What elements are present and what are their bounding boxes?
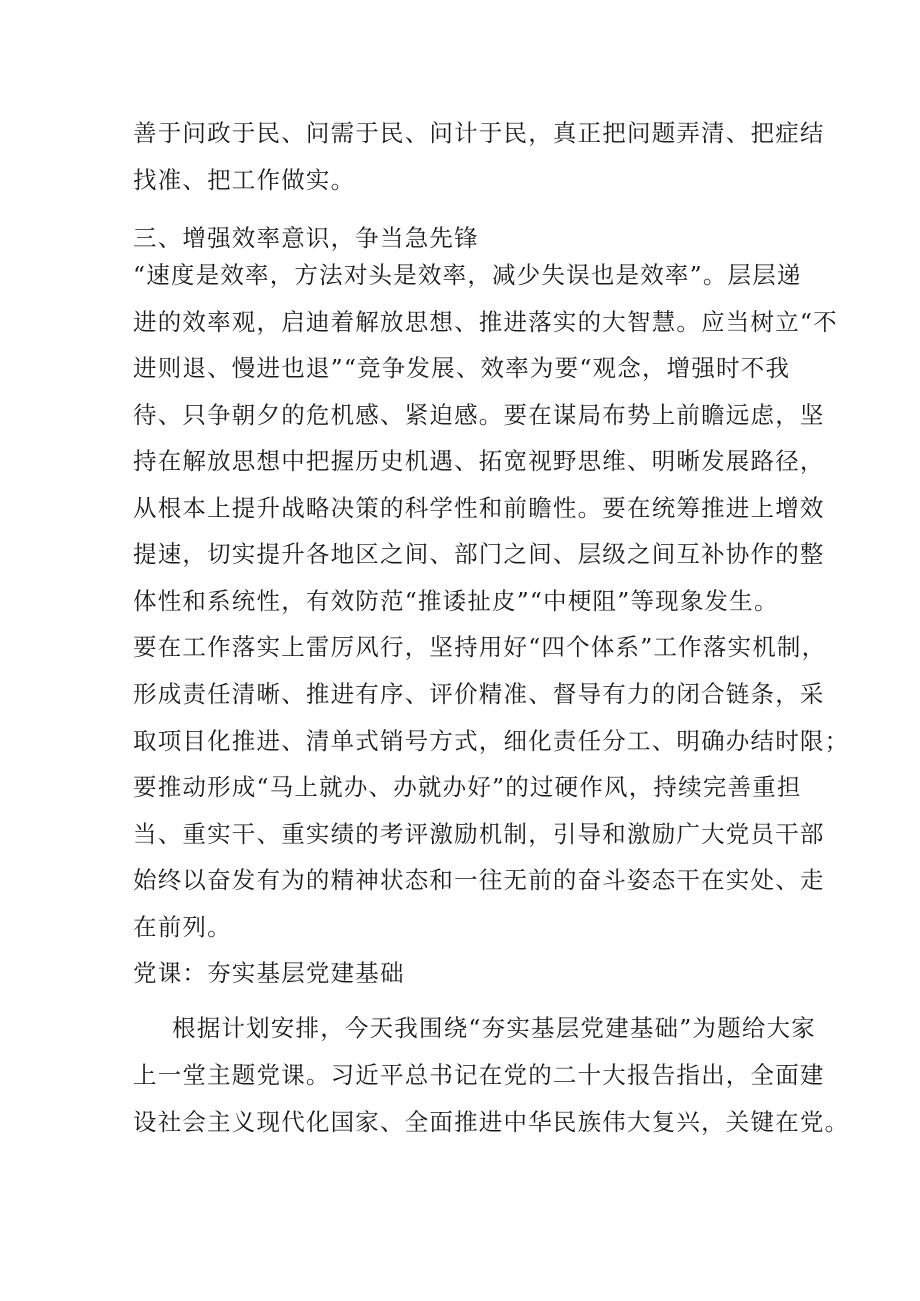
paragraph-line: 形成责任清晰、推进有序、评价精准、督导有力的闭合链条，采 <box>133 680 825 708</box>
paragraph-line: 设社会主义现代化国家、全面推进中华民族伟大复兴，关键在党。 <box>133 1108 850 1136</box>
paragraph-line: 进则退、慢进也退”“竞争发展、效率为要“观念，增强时不我 <box>133 354 791 382</box>
paragraph-line: 根据计划安排，今天我围绕“夯实基层党建基础”为题给大家 <box>172 1014 816 1042</box>
paragraph-line: 进的效率观，启迪着解放思想、推进落实的大智慧。应当树立“不 <box>133 308 838 336</box>
paragraph-line: 提速，切实提升各地区之间、部门之间、层级之间互补协作的整 <box>133 540 825 568</box>
paragraph-line: 在前列。 <box>133 913 232 941</box>
paragraph-line: 体性和系统性，有效防范“推诿扯皮”“中梗阻”等现象发生。 <box>133 587 779 615</box>
section-heading: 三、增强效率意识，争当急先锋 <box>133 224 479 252</box>
paragraph-line: 待、只争朝夕的危机感、紧迫感。要在谋局布势上前瞻远虑，坚 <box>133 401 825 429</box>
paragraph-line: 要推动形成“马上就办、办就办好”的过硬作风，持续完善重担 <box>133 773 802 801</box>
paragraph-line: 要在工作落实上雷厉风行，坚持用好“四个体系”工作落实机制， <box>133 633 827 661</box>
paragraph-line: 取项目化推进、清单式销号方式，细化责任分工、明确办结时限； <box>133 727 850 755</box>
paragraph-line: 善于问政于民、问需于民、问计于民，真正把问题弄清、把症结 <box>133 119 825 147</box>
lecture-title: 党课：夯实基层党建基础 <box>133 959 405 987</box>
paragraph-line: 当、重实干、重实绩的考评激励机制，引导和激励广大党员干部 <box>133 820 825 848</box>
paragraph-line: 找准、把工作做实。 <box>133 166 356 194</box>
paragraph-line: 持在解放思想中把握历史机遇、拓宽视野思维、明晰发展路径， <box>133 447 825 475</box>
paragraph-line: “速度是效率，方法对头是效率，减少失误也是效率”。层层递 <box>133 261 802 289</box>
paragraph-line: 从根本上提升战略决策的科学性和前瞻性。要在统筹推进上增效 <box>133 494 825 522</box>
paragraph-line: 上一堂主题党课。习近平总书记在党的二十大报告指出，全面建 <box>133 1061 825 1089</box>
paragraph-line: 始终以奋发有为的精神状态和一往无前的奋斗姿态干在实处、走 <box>133 866 825 894</box>
